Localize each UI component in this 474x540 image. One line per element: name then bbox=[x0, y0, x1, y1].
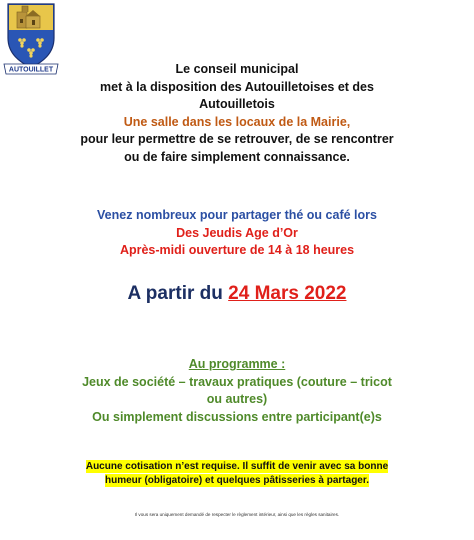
highlighted-notice bbox=[0, 460, 474, 488]
start-date-heading bbox=[0, 282, 474, 306]
intro-line-5: pour leur permettre de se retrouver, de se rencontrer bbox=[80, 132, 394, 147]
invite-line-2: Des Jeudis Age d’Or bbox=[176, 225, 298, 240]
notice-line-1: Aucune cotisation n’est requise. Il suffit de venir avec sa bonne bbox=[85, 461, 389, 472]
intro-section bbox=[0, 61, 474, 167]
invite-line-3: Après-midi ouverture de 14 à 18 heures bbox=[119, 243, 355, 258]
footnote: Il vous sera uniquement demandé de respecter le règlement intérieur, ainsi que les règles sanitaires. bbox=[134, 512, 340, 517]
program-line-1: Jeux de société – travaux pratiques (couture – tricot bbox=[82, 374, 392, 389]
invite-line-1: Venez nombreux pour partager thé ou café lors bbox=[97, 208, 377, 222]
intro-line-4: Une salle dans les locaux de la Mairie, bbox=[123, 114, 351, 129]
invite-section bbox=[0, 207, 474, 260]
start-prefix: A partir du bbox=[127, 283, 229, 304]
intro-line-1: Le conseil municipal bbox=[175, 62, 299, 76]
start-date: 24 Mars 2022 bbox=[228, 283, 347, 304]
program-line-3: Ou simplement discussions entre participant(e)s bbox=[92, 409, 382, 424]
program-line-2: ou autres) bbox=[206, 392, 268, 407]
crest-motto: AUTOUILLET bbox=[8, 66, 54, 74]
program-section bbox=[0, 356, 474, 426]
intro-line-2: met à la disposition des Autouilletoises et des bbox=[100, 79, 374, 94]
notice-line-2: humeur (obligatoire) et quelques pâtisseries à partager. bbox=[105, 475, 369, 486]
intro-line-3: Autouilletois bbox=[199, 97, 275, 112]
program-title: Au programme : bbox=[188, 357, 286, 371]
intro-line-6: ou de faire simplement connaissance. bbox=[124, 149, 350, 164]
